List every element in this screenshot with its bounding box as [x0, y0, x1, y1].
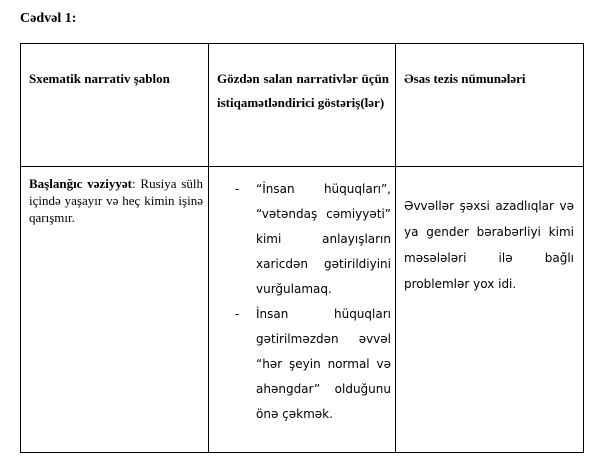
header-cell-schematic-template [21, 44, 209, 166]
bullet-dash: - [235, 182, 240, 196]
initial-situation-description: : Rusiya sülh içində yaşayır və heç kimin işinə qarışmır. [29, 176, 203, 225]
list-item [219, 302, 391, 427]
guidance-item-text: “İnsan hüquqları”, “vətəndaş cəmiyyəti” kimi anlayışların xaricdən gətirildiyini vurğulamaq. [256, 182, 391, 296]
header-schematic-template: Sxematik narrativ şablon [29, 71, 170, 86]
header-guidance [217, 67, 389, 115]
thesis-example-text: Əvvəllər şəxsi azadlıqlar və ya gender bərabərliyi kimi məsələləri ilə bağlı problemlər yox idi. [404, 199, 574, 291]
header-cell-guidance [209, 44, 396, 166]
bullet-dash: - [235, 307, 240, 321]
guidance-list [219, 177, 391, 427]
narrative-table [20, 43, 584, 453]
header-thesis-examples: Əsas tezis nümunələri [404, 71, 526, 86]
initial-situation-text [29, 175, 203, 226]
list-item [219, 177, 391, 302]
cell-guidance [209, 167, 396, 452]
header-guidance-text: Gözdən salan narrativlər üçün istiqamətləndirici göstəriş(lər) [217, 71, 389, 110]
table-caption: Cədvəl 1: [20, 11, 77, 26]
initial-situation-label: Başlanğıc vəziyyət [29, 176, 132, 191]
table-row [21, 167, 583, 452]
guidance-item-text: İnsan hüquqları gətirilməzdən əvvəl “hər şeyin normal və ahəngdar” olduğunu önə çəkmək. [256, 307, 391, 421]
table-header-row [21, 44, 583, 167]
cell-thesis-example [396, 167, 583, 452]
header-cell-thesis-examples [396, 44, 583, 166]
cell-initial-situation [21, 167, 209, 452]
